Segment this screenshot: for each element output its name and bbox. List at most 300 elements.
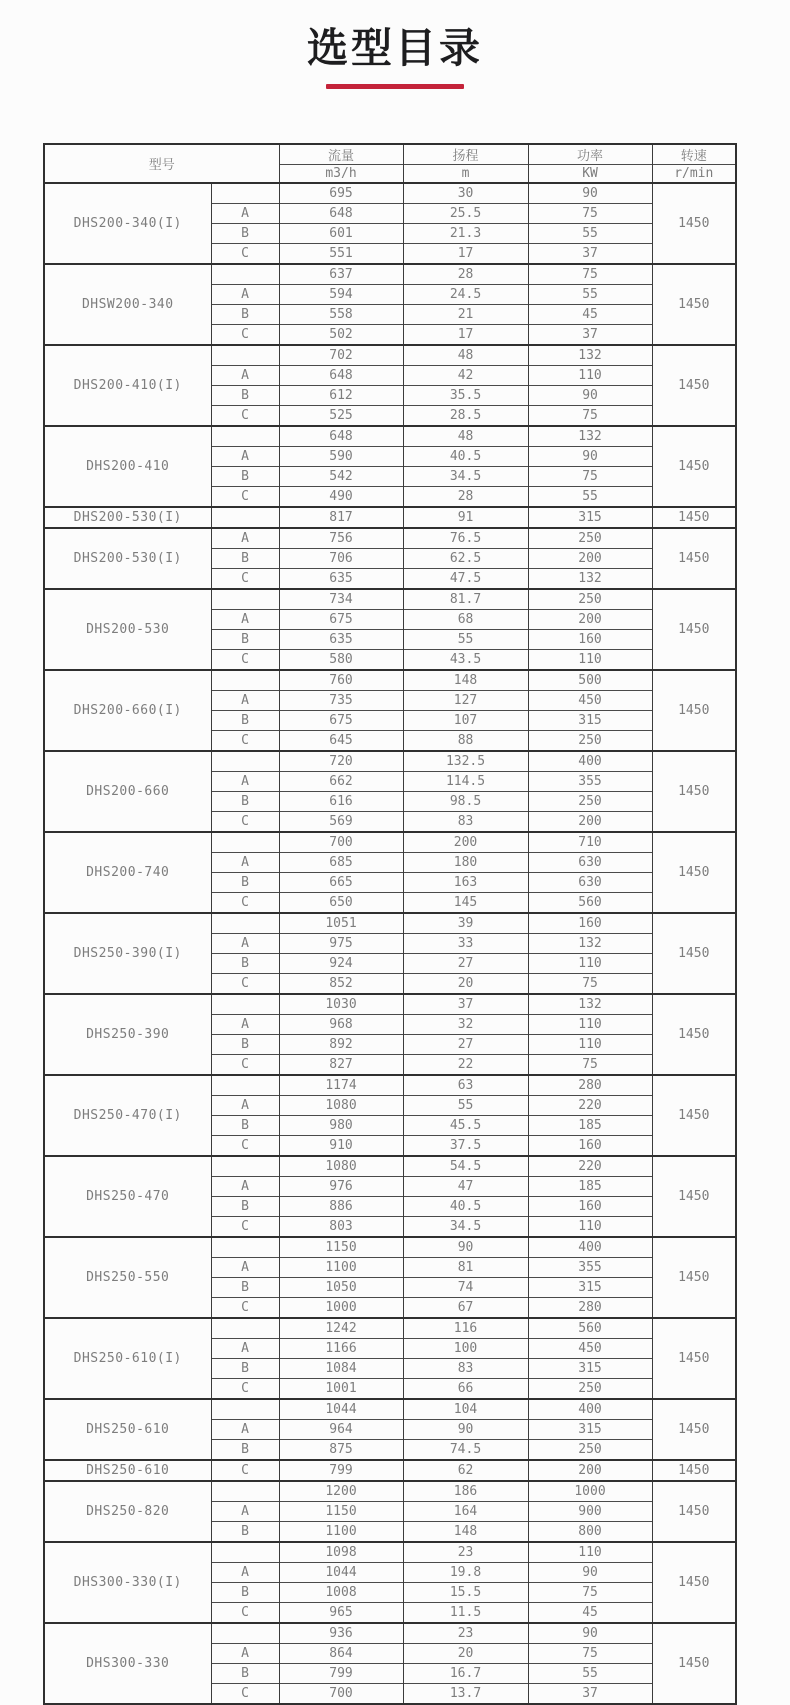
power-cell: 110 <box>528 1217 652 1238</box>
speed-cell: 1450 <box>652 1542 736 1623</box>
power-cell: 45 <box>528 305 652 325</box>
variant-cell: A <box>211 772 279 792</box>
table-row <box>44 528 736 549</box>
flow-cell: 525 <box>279 406 403 427</box>
flow-cell: 924 <box>279 954 403 974</box>
power-cell: 75 <box>528 467 652 487</box>
model-cell: DHS250-820 <box>44 1481 211 1542</box>
variant-cell <box>211 507 279 528</box>
power-cell: 250 <box>528 731 652 752</box>
power-cell: 45 <box>528 1603 652 1624</box>
flow-cell: 700 <box>279 832 403 853</box>
page-header <box>0 0 790 89</box>
head-cell: 35.5 <box>403 386 528 406</box>
variant-cell <box>211 1075 279 1096</box>
power-cell: 630 <box>528 853 652 873</box>
speed-cell: 1450 <box>652 1481 736 1542</box>
power-cell: 37 <box>528 325 652 346</box>
flow-cell: 892 <box>279 1035 403 1055</box>
variant-cell: B <box>211 467 279 487</box>
power-cell: 560 <box>528 1318 652 1339</box>
head-cell: 23 <box>403 1623 528 1644</box>
table-row <box>44 994 736 1015</box>
flow-cell: 1150 <box>279 1237 403 1258</box>
variant-cell <box>211 1318 279 1339</box>
power-cell: 450 <box>528 1339 652 1359</box>
power-cell: 450 <box>528 691 652 711</box>
table-row <box>44 1542 736 1563</box>
variant-cell: A <box>211 853 279 873</box>
flow-cell: 1200 <box>279 1481 403 1502</box>
power-cell: 355 <box>528 772 652 792</box>
head-cell: 74.5 <box>403 1440 528 1461</box>
flow-cell: 601 <box>279 224 403 244</box>
variant-cell: C <box>211 1055 279 1076</box>
flow-cell: 875 <box>279 1440 403 1461</box>
variant-cell <box>211 1623 279 1644</box>
variant-cell: A <box>211 204 279 224</box>
variant-cell: A <box>211 1015 279 1035</box>
head-cell: 21.3 <box>403 224 528 244</box>
head-cell: 39 <box>403 913 528 934</box>
flow-cell: 975 <box>279 934 403 954</box>
variant-cell <box>211 670 279 691</box>
table-row <box>44 1318 736 1339</box>
flow-cell: 756 <box>279 528 403 549</box>
flow-cell: 612 <box>279 386 403 406</box>
flow-cell: 1174 <box>279 1075 403 1096</box>
variant-cell <box>211 426 279 447</box>
power-cell: 75 <box>528 974 652 995</box>
table-row <box>44 345 736 366</box>
head-cell: 76.5 <box>403 528 528 549</box>
variant-cell: B <box>211 1035 279 1055</box>
model-cell: DHS200-410 <box>44 426 211 507</box>
flow-cell: 827 <box>279 1055 403 1076</box>
table-row <box>44 1237 736 1258</box>
power-cell: 160 <box>528 1197 652 1217</box>
power-cell: 355 <box>528 1258 652 1278</box>
speed-column-header: 转速 <box>652 144 736 165</box>
flow-cell: 558 <box>279 305 403 325</box>
variant-cell: B <box>211 1116 279 1136</box>
variant-cell: A <box>211 1258 279 1278</box>
head-cell: 16.7 <box>403 1664 528 1684</box>
power-cell: 132 <box>528 934 652 954</box>
power-cell: 185 <box>528 1116 652 1136</box>
variant-cell: A <box>211 528 279 549</box>
head-cell: 98.5 <box>403 792 528 812</box>
variant-cell: A <box>211 1177 279 1197</box>
head-cell: 55 <box>403 630 528 650</box>
catalog-table-header <box>44 144 736 183</box>
speed-cell: 1450 <box>652 1156 736 1237</box>
model-cell: DHSW200-340 <box>44 264 211 345</box>
flow-cell: 864 <box>279 1644 403 1664</box>
head-cell: 37 <box>403 994 528 1015</box>
flow-cell: 735 <box>279 691 403 711</box>
power-cell: 132 <box>528 345 652 366</box>
flow-cell: 1000 <box>279 1298 403 1319</box>
variant-cell: A <box>211 691 279 711</box>
power-column-header: 功率 <box>528 144 652 165</box>
power-cell: 315 <box>528 1278 652 1298</box>
variant-cell: B <box>211 1583 279 1603</box>
variant-cell: B <box>211 386 279 406</box>
power-cell: 75 <box>528 204 652 224</box>
head-cell: 63 <box>403 1075 528 1096</box>
table-row <box>44 913 736 934</box>
head-cell: 132.5 <box>403 751 528 772</box>
variant-cell: C <box>211 1684 279 1705</box>
power-cell: 55 <box>528 1664 652 1684</box>
model-cell: DHS300-330(I) <box>44 1542 211 1623</box>
speed-cell: 1450 <box>652 264 736 345</box>
head-cell: 145 <box>403 893 528 914</box>
speed-cell: 1450 <box>652 528 736 589</box>
flow-cell: 648 <box>279 426 403 447</box>
head-cell: 90 <box>403 1420 528 1440</box>
head-cell: 62.5 <box>403 549 528 569</box>
flow-cell: 665 <box>279 873 403 893</box>
variant-cell: C <box>211 1603 279 1624</box>
table-row <box>44 1460 736 1481</box>
variant-cell <box>211 1156 279 1177</box>
flow-cell: 695 <box>279 183 403 204</box>
power-cell: 132 <box>528 569 652 590</box>
speed-cell: 1450 <box>652 1318 736 1399</box>
flow-cell: 700 <box>279 1684 403 1705</box>
variant-cell: A <box>211 1502 279 1522</box>
model-cell: DHS200-530 <box>44 589 211 670</box>
flow-cell: 706 <box>279 549 403 569</box>
variant-cell: A <box>211 366 279 386</box>
speed-cell: 1450 <box>652 345 736 426</box>
power-cell: 250 <box>528 1379 652 1400</box>
variant-cell: C <box>211 487 279 508</box>
table-row <box>44 264 736 285</box>
flow-cell: 635 <box>279 569 403 590</box>
power-cell: 250 <box>528 589 652 610</box>
variant-cell: C <box>211 1379 279 1400</box>
variant-cell <box>211 994 279 1015</box>
table-row <box>44 1399 736 1420</box>
flow-cell: 760 <box>279 670 403 691</box>
table-row <box>44 670 736 691</box>
flow-cell: 702 <box>279 345 403 366</box>
head-cell: 88 <box>403 731 528 752</box>
model-cell: DHS250-610 <box>44 1399 211 1460</box>
speed-cell: 1450 <box>652 832 736 913</box>
power-cell: 500 <box>528 670 652 691</box>
flow-cell: 734 <box>279 589 403 610</box>
head-cell: 186 <box>403 1481 528 1502</box>
variant-cell: B <box>211 711 279 731</box>
variant-cell: A <box>211 1644 279 1664</box>
head-cell: 47.5 <box>403 569 528 590</box>
flow-cell: 980 <box>279 1116 403 1136</box>
flow-cell: 1150 <box>279 1502 403 1522</box>
variant-cell <box>211 751 279 772</box>
head-cell: 43.5 <box>403 650 528 671</box>
head-cell: 62 <box>403 1460 528 1481</box>
flow-cell: 1080 <box>279 1156 403 1177</box>
catalog-table-body <box>44 183 736 1704</box>
head-cell: 24.5 <box>403 285 528 305</box>
power-cell: 220 <box>528 1096 652 1116</box>
speed-cell: 1450 <box>652 507 736 528</box>
flow-cell: 803 <box>279 1217 403 1238</box>
flow-column-header: 流量 <box>279 144 403 165</box>
model-cell: DHS250-470(I) <box>44 1075 211 1156</box>
flow-cell: 1030 <box>279 994 403 1015</box>
head-cell: 25.5 <box>403 204 528 224</box>
model-cell: DHS200-740 <box>44 832 211 913</box>
variant-cell: C <box>211 1460 279 1481</box>
head-cell: 23 <box>403 1542 528 1563</box>
head-unit-header: m <box>403 165 528 184</box>
variant-cell: C <box>211 974 279 995</box>
power-cell: 400 <box>528 1237 652 1258</box>
variant-cell: A <box>211 1096 279 1116</box>
model-cell: DHS200-530(I) <box>44 528 211 589</box>
head-cell: 164 <box>403 1502 528 1522</box>
variant-cell: B <box>211 1278 279 1298</box>
power-cell: 220 <box>528 1156 652 1177</box>
power-cell: 400 <box>528 1399 652 1420</box>
head-cell: 104 <box>403 1399 528 1420</box>
head-cell: 127 <box>403 691 528 711</box>
flow-cell: 648 <box>279 366 403 386</box>
flow-cell: 542 <box>279 467 403 487</box>
flow-cell: 886 <box>279 1197 403 1217</box>
flow-cell: 675 <box>279 711 403 731</box>
power-cell: 315 <box>528 1420 652 1440</box>
flow-cell: 650 <box>279 893 403 914</box>
power-cell: 132 <box>528 994 652 1015</box>
variant-cell <box>211 264 279 285</box>
table-row <box>44 507 736 528</box>
variant-cell: B <box>211 1197 279 1217</box>
head-cell: 55 <box>403 1096 528 1116</box>
flow-cell: 1100 <box>279 1258 403 1278</box>
model-cell: DHS200-660 <box>44 751 211 832</box>
head-cell: 27 <box>403 954 528 974</box>
flow-cell: 502 <box>279 325 403 346</box>
flow-cell: 799 <box>279 1460 403 1481</box>
power-cell: 75 <box>528 264 652 285</box>
model-cell: DHS250-550 <box>44 1237 211 1318</box>
flow-cell: 799 <box>279 1664 403 1684</box>
model-cell: DHS200-660(I) <box>44 670 211 751</box>
variant-cell: B <box>211 873 279 893</box>
variant-cell <box>211 1399 279 1420</box>
power-cell: 110 <box>528 954 652 974</box>
variant-cell: C <box>211 1217 279 1238</box>
table-row <box>44 183 736 204</box>
head-cell: 37.5 <box>403 1136 528 1157</box>
speed-cell: 1450 <box>652 426 736 507</box>
flow-cell: 936 <box>279 1623 403 1644</box>
model-cell: DHS200-410(I) <box>44 345 211 426</box>
head-cell: 40.5 <box>403 1197 528 1217</box>
power-cell: 200 <box>528 549 652 569</box>
power-cell: 160 <box>528 1136 652 1157</box>
table-row <box>44 832 736 853</box>
speed-cell: 1450 <box>652 670 736 751</box>
variant-cell <box>211 345 279 366</box>
head-cell: 15.5 <box>403 1583 528 1603</box>
head-cell: 33 <box>403 934 528 954</box>
variant-cell: A <box>211 1563 279 1583</box>
page-title: 选型目录 <box>307 24 483 72</box>
power-cell: 75 <box>528 406 652 427</box>
power-cell: 90 <box>528 183 652 204</box>
head-cell: 54.5 <box>403 1156 528 1177</box>
power-cell: 315 <box>528 1359 652 1379</box>
power-cell: 315 <box>528 711 652 731</box>
model-cell: DHS200-340(I) <box>44 183 211 264</box>
power-cell: 250 <box>528 1440 652 1461</box>
power-cell: 185 <box>528 1177 652 1197</box>
power-cell: 630 <box>528 873 652 893</box>
variant-cell: C <box>211 1298 279 1319</box>
power-cell: 280 <box>528 1075 652 1096</box>
flow-cell: 637 <box>279 264 403 285</box>
speed-unit-header: r/min <box>652 165 736 184</box>
variant-cell: C <box>211 569 279 590</box>
speed-cell: 1450 <box>652 751 736 832</box>
variant-cell <box>211 1542 279 1563</box>
selection-catalog <box>43 143 737 1705</box>
variant-cell: B <box>211 1522 279 1543</box>
variant-cell: B <box>211 224 279 244</box>
model-cell: DHS300-330 <box>44 1623 211 1704</box>
variant-cell <box>211 589 279 610</box>
head-cell: 27 <box>403 1035 528 1055</box>
power-cell: 900 <box>528 1502 652 1522</box>
model-column-header: 型号 <box>44 144 279 183</box>
head-cell: 19.8 <box>403 1563 528 1583</box>
head-cell: 81 <box>403 1258 528 1278</box>
flow-cell: 616 <box>279 792 403 812</box>
power-cell: 110 <box>528 1015 652 1035</box>
variant-cell <box>211 1481 279 1502</box>
head-cell: 90 <box>403 1237 528 1258</box>
table-row <box>44 1075 736 1096</box>
power-cell: 90 <box>528 1623 652 1644</box>
catalog-table <box>43 143 737 1705</box>
head-cell: 200 <box>403 832 528 853</box>
power-cell: 800 <box>528 1522 652 1543</box>
power-cell: 250 <box>528 792 652 812</box>
power-cell: 200 <box>528 812 652 833</box>
head-cell: 48 <box>403 426 528 447</box>
head-cell: 17 <box>403 325 528 346</box>
table-row <box>44 1156 736 1177</box>
flow-cell: 635 <box>279 630 403 650</box>
head-column-header: 扬程 <box>403 144 528 165</box>
flow-cell: 1080 <box>279 1096 403 1116</box>
flow-cell: 1050 <box>279 1278 403 1298</box>
speed-cell: 1450 <box>652 1075 736 1156</box>
flow-cell: 1044 <box>279 1399 403 1420</box>
head-cell: 83 <box>403 1359 528 1379</box>
variant-cell: A <box>211 1339 279 1359</box>
table-row <box>44 426 736 447</box>
head-cell: 163 <box>403 873 528 893</box>
head-cell: 11.5 <box>403 1603 528 1624</box>
speed-cell: 1450 <box>652 589 736 670</box>
variant-cell: C <box>211 650 279 671</box>
power-cell: 55 <box>528 487 652 508</box>
power-cell: 560 <box>528 893 652 914</box>
model-cell: DHS250-610(I) <box>44 1318 211 1399</box>
table-row <box>44 751 736 772</box>
power-cell: 110 <box>528 1035 652 1055</box>
flow-cell: 580 <box>279 650 403 671</box>
head-cell: 48 <box>403 345 528 366</box>
power-cell: 200 <box>528 610 652 630</box>
head-cell: 91 <box>403 507 528 528</box>
variant-cell: B <box>211 1664 279 1684</box>
head-cell: 21 <box>403 305 528 325</box>
power-cell: 400 <box>528 751 652 772</box>
head-cell: 28.5 <box>403 406 528 427</box>
variant-cell: A <box>211 934 279 954</box>
power-cell: 55 <box>528 224 652 244</box>
speed-cell: 1450 <box>652 1460 736 1481</box>
variant-cell: C <box>211 244 279 265</box>
variant-cell: B <box>211 792 279 812</box>
speed-cell: 1450 <box>652 994 736 1075</box>
flow-cell: 910 <box>279 1136 403 1157</box>
head-cell: 34.5 <box>403 467 528 487</box>
flow-cell: 1084 <box>279 1359 403 1379</box>
power-cell: 55 <box>528 285 652 305</box>
model-cell: DHS250-390 <box>44 994 211 1075</box>
variant-cell <box>211 913 279 934</box>
variant-cell: C <box>211 731 279 752</box>
head-cell: 67 <box>403 1298 528 1319</box>
power-cell: 75 <box>528 1644 652 1664</box>
flow-cell: 1100 <box>279 1522 403 1543</box>
power-cell: 160 <box>528 913 652 934</box>
variant-cell: A <box>211 610 279 630</box>
head-cell: 42 <box>403 366 528 386</box>
power-cell: 90 <box>528 447 652 467</box>
head-cell: 17 <box>403 244 528 265</box>
power-cell: 90 <box>528 1563 652 1583</box>
flow-cell: 662 <box>279 772 403 792</box>
power-cell: 37 <box>528 244 652 265</box>
speed-cell: 1450 <box>652 913 736 994</box>
head-cell: 66 <box>403 1379 528 1400</box>
variant-cell: B <box>211 1440 279 1461</box>
model-cell: DHS250-390(I) <box>44 913 211 994</box>
flow-cell: 685 <box>279 853 403 873</box>
speed-cell: 1450 <box>652 1237 736 1318</box>
head-cell: 74 <box>403 1278 528 1298</box>
variant-cell: A <box>211 447 279 467</box>
head-cell: 32 <box>403 1015 528 1035</box>
flow-cell: 551 <box>279 244 403 265</box>
variant-cell: C <box>211 893 279 914</box>
head-cell: 114.5 <box>403 772 528 792</box>
variant-cell: C <box>211 1136 279 1157</box>
flow-unit-header: m3/h <box>279 165 403 184</box>
power-cell: 110 <box>528 1542 652 1563</box>
